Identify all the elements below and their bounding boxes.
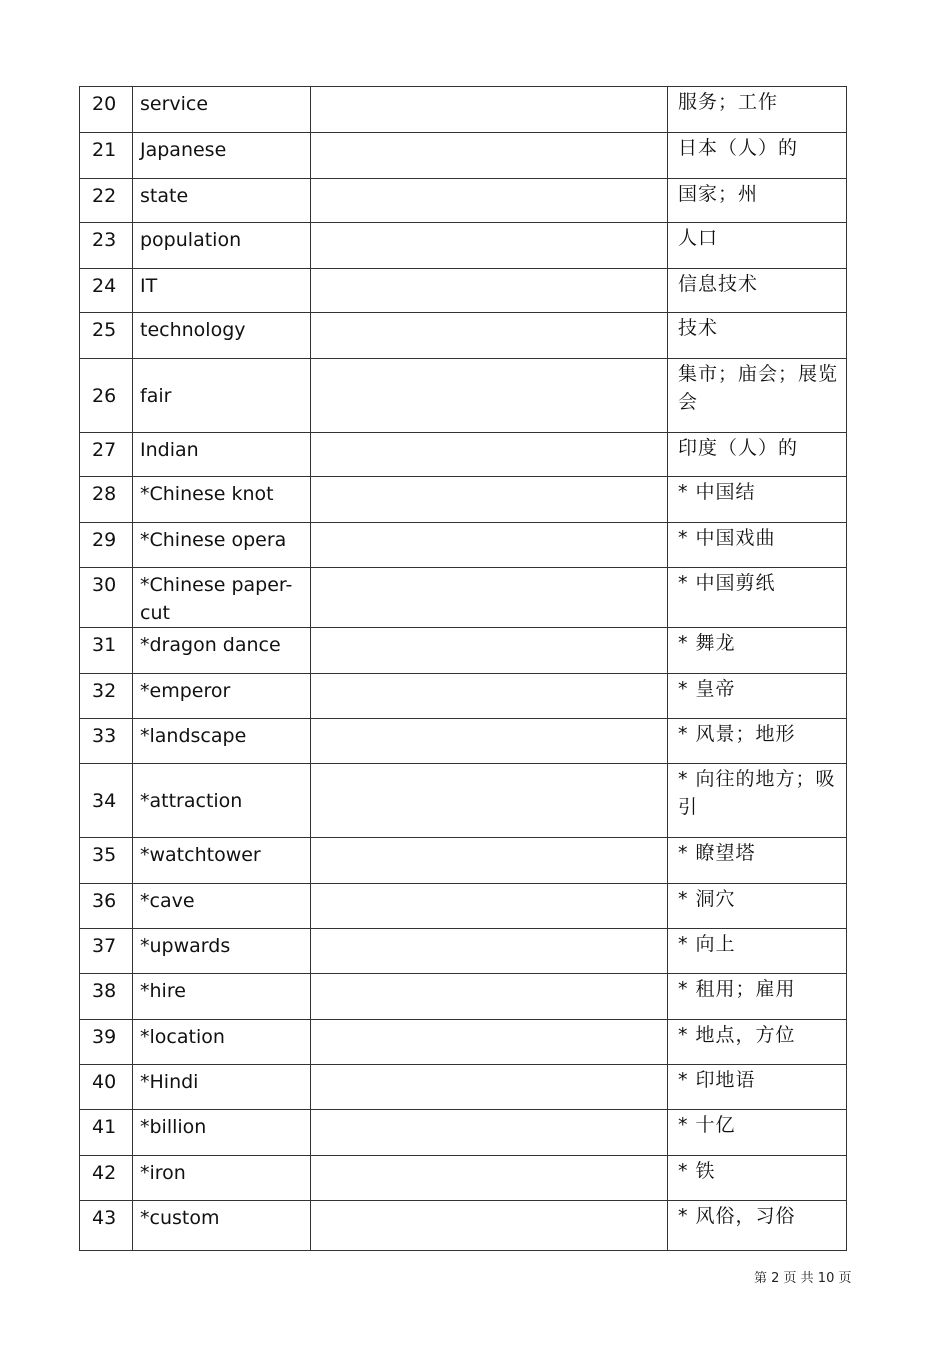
- row-number: 41: [80, 1110, 133, 1156]
- table-row: [80, 929, 847, 974]
- row-number: 26: [80, 359, 133, 433]
- table-row: [80, 269, 847, 313]
- chinese-meaning: * 风景；地形: [668, 719, 847, 764]
- chinese-meaning: * 向上: [668, 929, 847, 974]
- english-word: *dragon dance: [133, 628, 311, 674]
- row-number: 30: [80, 568, 133, 628]
- chinese-meaning: 印度（人）的: [668, 433, 847, 477]
- english-word: *iron: [133, 1156, 311, 1201]
- english-word: technology: [133, 313, 311, 359]
- english-word: fair: [133, 359, 311, 433]
- table-row: [80, 974, 847, 1020]
- blank-cell: [311, 1110, 668, 1156]
- blank-cell: [311, 359, 668, 433]
- vocabulary-table: [79, 86, 847, 1251]
- english-word: Japanese: [133, 133, 311, 179]
- blank-cell: [311, 477, 668, 523]
- blank-cell: [311, 974, 668, 1020]
- blank-cell: [311, 1065, 668, 1110]
- vocabulary-table-body: [80, 87, 847, 1251]
- row-number: 37: [80, 929, 133, 974]
- table-row: [80, 838, 847, 884]
- table-row: [80, 719, 847, 764]
- row-number: 40: [80, 1065, 133, 1110]
- row-number: 33: [80, 719, 133, 764]
- table-row: [80, 1201, 847, 1251]
- chinese-meaning: * 皇帝: [668, 674, 847, 719]
- blank-cell: [311, 223, 668, 269]
- blank-cell: [311, 179, 668, 223]
- table-row: [80, 179, 847, 223]
- chinese-meaning: 国家；州: [668, 179, 847, 223]
- row-number: 29: [80, 523, 133, 568]
- english-word: *upwards: [133, 929, 311, 974]
- english-word: *Chinese knot: [133, 477, 311, 523]
- chinese-meaning: * 租用；雇用: [668, 974, 847, 1020]
- row-number: 42: [80, 1156, 133, 1201]
- english-word: *Chinese paper-cut: [133, 568, 311, 628]
- chinese-meaning: * 印地语: [668, 1065, 847, 1110]
- blank-cell: [311, 929, 668, 974]
- chinese-meaning: 服务；工作: [668, 87, 847, 133]
- row-number: 24: [80, 269, 133, 313]
- row-number: 23: [80, 223, 133, 269]
- chinese-meaning: * 铁: [668, 1156, 847, 1201]
- table-row: [80, 477, 847, 523]
- table-row: [80, 313, 847, 359]
- blank-cell: [311, 313, 668, 359]
- page-footer: 第 2 页 共 10 页: [754, 1271, 852, 1286]
- english-word: *attraction: [133, 764, 311, 838]
- table-row: [80, 359, 847, 433]
- english-word: *emperor: [133, 674, 311, 719]
- table-row: [80, 133, 847, 179]
- blank-cell: [311, 269, 668, 313]
- chinese-meaning: * 向往的地方；吸引: [668, 764, 847, 838]
- blank-cell: [311, 523, 668, 568]
- row-number: 35: [80, 838, 133, 884]
- blank-cell: [311, 1156, 668, 1201]
- blank-cell: [311, 1201, 668, 1251]
- table-row: [80, 628, 847, 674]
- row-number: 22: [80, 179, 133, 223]
- blank-cell: [311, 133, 668, 179]
- row-number: 21: [80, 133, 133, 179]
- table-row: [80, 674, 847, 719]
- table-row: [80, 433, 847, 477]
- blank-cell: [311, 1020, 668, 1065]
- table-row: [80, 223, 847, 269]
- chinese-meaning: 信息技术: [668, 269, 847, 313]
- english-word: IT: [133, 269, 311, 313]
- chinese-meaning: 集市；庙会；展览会: [668, 359, 847, 433]
- row-number: 25: [80, 313, 133, 359]
- row-number: 38: [80, 974, 133, 1020]
- chinese-meaning: * 地点，方位: [668, 1020, 847, 1065]
- chinese-meaning: 技术: [668, 313, 847, 359]
- blank-cell: [311, 628, 668, 674]
- english-word: *billion: [133, 1110, 311, 1156]
- blank-cell: [311, 433, 668, 477]
- chinese-meaning: * 中国戏曲: [668, 523, 847, 568]
- table-row: [80, 1156, 847, 1201]
- chinese-meaning: * 舞龙: [668, 628, 847, 674]
- row-number: 32: [80, 674, 133, 719]
- row-number: 36: [80, 884, 133, 929]
- english-word: *landscape: [133, 719, 311, 764]
- chinese-meaning: 人口: [668, 223, 847, 269]
- chinese-meaning: * 中国剪纸: [668, 568, 847, 628]
- blank-cell: [311, 838, 668, 884]
- english-word: Indian: [133, 433, 311, 477]
- chinese-meaning: 日本（人）的: [668, 133, 847, 179]
- row-number: 34: [80, 764, 133, 838]
- chinese-meaning: * 十亿: [668, 1110, 847, 1156]
- row-number: 39: [80, 1020, 133, 1065]
- row-number: 27: [80, 433, 133, 477]
- blank-cell: [311, 674, 668, 719]
- blank-cell: [311, 568, 668, 628]
- english-word: service: [133, 87, 311, 133]
- blank-cell: [311, 719, 668, 764]
- chinese-meaning: * 中国结: [668, 477, 847, 523]
- english-word: *watchtower: [133, 838, 311, 884]
- english-word: population: [133, 223, 311, 269]
- english-word: *cave: [133, 884, 311, 929]
- table-row: [80, 1110, 847, 1156]
- english-word: *hire: [133, 974, 311, 1020]
- row-number: 20: [80, 87, 133, 133]
- row-number: 43: [80, 1201, 133, 1251]
- row-number: 28: [80, 477, 133, 523]
- table-row: [80, 523, 847, 568]
- chinese-meaning: * 洞穴: [668, 884, 847, 929]
- row-number: 31: [80, 628, 133, 674]
- blank-cell: [311, 87, 668, 133]
- english-word: *custom: [133, 1201, 311, 1251]
- blank-cell: [311, 764, 668, 838]
- table-row: [80, 1020, 847, 1065]
- table-row: [80, 1065, 847, 1110]
- english-word: *location: [133, 1020, 311, 1065]
- table-row: [80, 568, 847, 628]
- chinese-meaning: * 风俗，习俗: [668, 1201, 847, 1251]
- table-row: [80, 87, 847, 133]
- table-row: [80, 884, 847, 929]
- english-word: state: [133, 179, 311, 223]
- english-word: *Chinese opera: [133, 523, 311, 568]
- blank-cell: [311, 884, 668, 929]
- table-row: [80, 764, 847, 838]
- chinese-meaning: * 瞭望塔: [668, 838, 847, 884]
- english-word: *Hindi: [133, 1065, 311, 1110]
